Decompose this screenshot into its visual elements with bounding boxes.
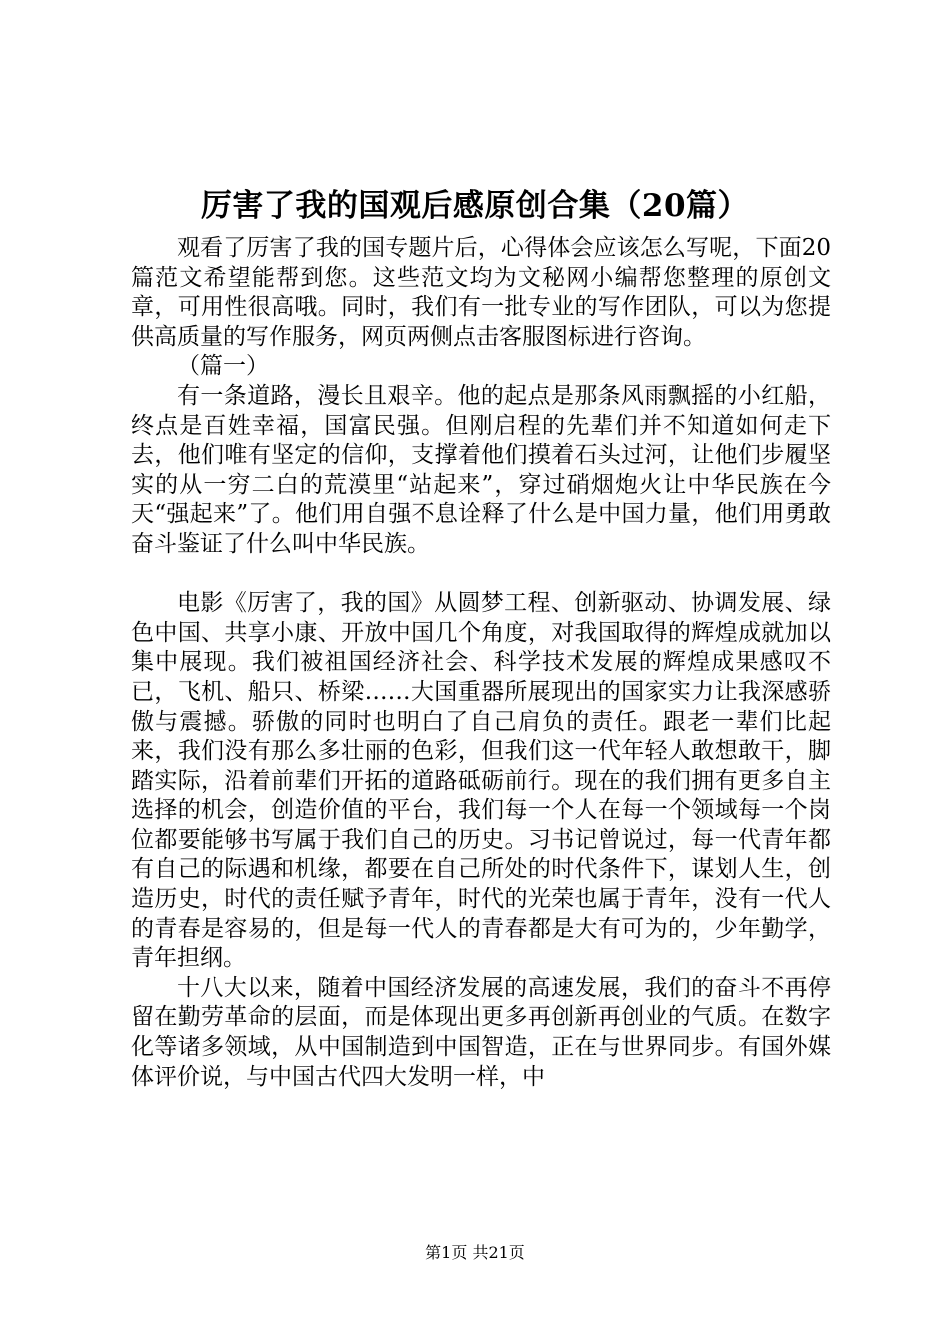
document-title: 厉害了我的国观后感原创合集（20篇） bbox=[200, 188, 750, 224]
intro-paragraph: 观看了厉害了我的国专题片后，心得体会应该怎么写呢，下面20篇范文希望能帮到您。这些范文均为文秘网小编帮您整理的原创文章，可用性很高哦。同时，我们有一批专业的写作团队，可以为您提供高质量的写作服务，网页两侧点击客服图标进行咨询。 bbox=[131, 235, 831, 350]
body-paragraph-1: 有一条道路，漫长且艰辛。他的起点是那条风雨飘摇的小红船，终点是百姓幸福，国富民强。但刚启程的先辈们并不知道如何走下去，他们唯有坚定的信仰，支撑着他们摸着石头过河，让他们步履坚实的从一穷二白的荒漠里“站起来”，穿过硝烟炮火让中华民族在今天“强起来”了。他们用自强不息诠释了什么是中国力量，他们用勇敢奋斗鉴证了什么叫中华民族。 bbox=[131, 382, 831, 557]
section-heading: （篇一） bbox=[177, 353, 269, 380]
body-paragraph-2: 电影《厉害了，我的国》从圆梦工程、创新驱动、协调发展、绿色中国、共享小康、开放中国几个角度，对我国取得的辉煌成就加以集中展现。我们被祖国经济社会、科学技术发展的辉煌成果感叹不已，飞机、船只、桥梁……大国重器所展现出的国家实力让我深感骄傲与震撼。骄傲的同时也明白了自己肩负的责任。跟老一辈们比起来，我们没有那么多壮丽的色彩，但我们这一代年轻人敢想敢干，脚踏实际，沿着前辈们开拓的道路砥砺前行。现在的我们拥有更多自主选择的机会，创造价值的平台，我们每一个人在每一个领域每一个岗位都要能够书写属于我们自己的历史。习书记曾说过，每一代青年都有自己的际遇和机缘，都要在自己所处的时代条件下，谋划人生，创造历史，时代的责任赋予青年，时代的光荣也属于青年，没有一代人的青春是容易的，但是每一代人的青春都是大有可为的，少年勤学，青年担纲。 bbox=[131, 590, 831, 972]
document-body bbox=[131, 234, 831, 1092]
page-footer: 第1页 共21页 bbox=[425, 1243, 525, 1262]
body-paragraph-3: 十八大以来，随着中国经济发展的高速发展，我们的奋斗不再停留在勤劳革命的层面，而是体现出更多再创新再创业的气质。在数字化等诸多领域，从中国制造到中国智造，正在与世界同步。有国外媒体评价说，与中国古代四大发明一样，中 bbox=[131, 974, 831, 1090]
